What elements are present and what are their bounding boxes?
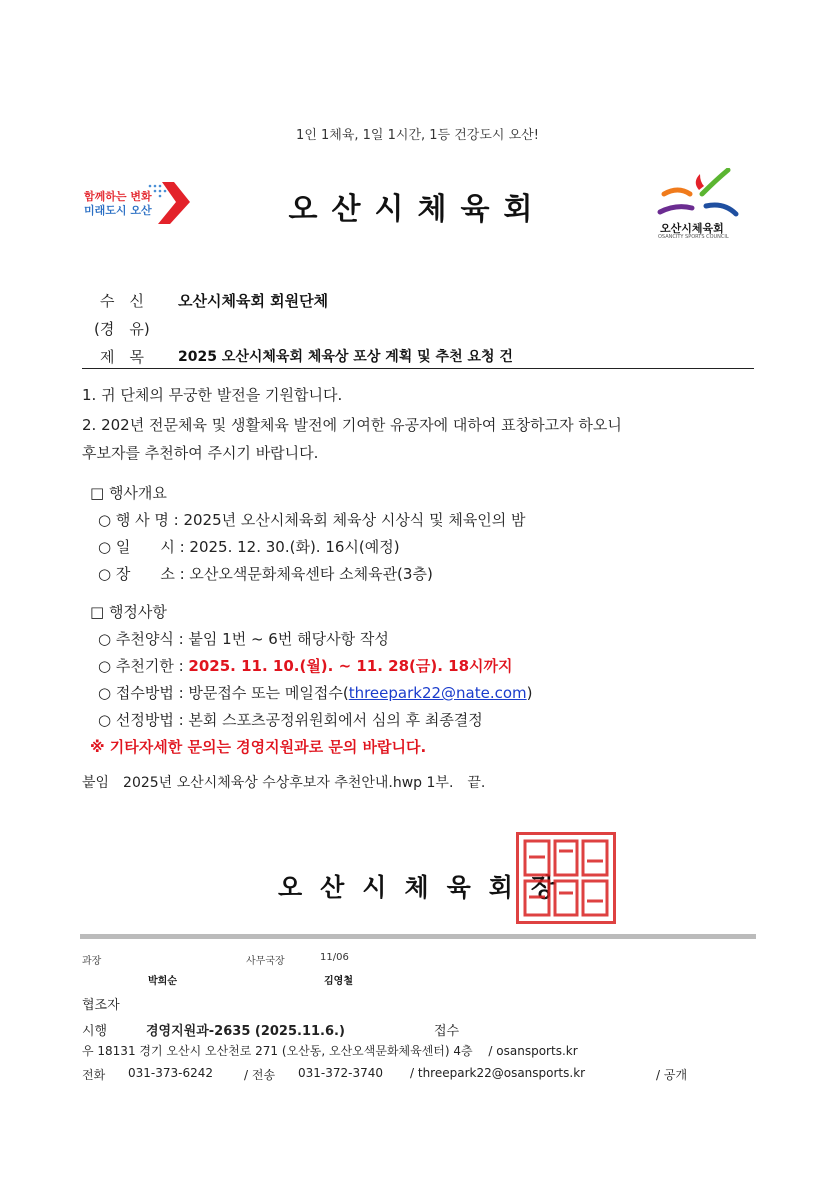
event-name: ○ 행 사 명 : 2025년 오산시체육회 체육상 시상식 및 체육인의 밤	[98, 511, 526, 529]
via-label: (경 유)	[94, 320, 150, 338]
selection-method: ○ 선정방법 : 본회 스포츠공정위원회에서 심의 후 최종결정	[98, 711, 483, 729]
exec-number: 경영지원과-2635 (2025.11.6.)	[146, 1024, 345, 1039]
subject-label: 제 목	[100, 348, 144, 366]
section-admin: □ 행정사항	[90, 603, 167, 621]
logo-text-2: 미래도시 오산	[84, 204, 152, 217]
sports-council-emblem-icon	[656, 168, 746, 220]
fax: 031-372-3740	[298, 1066, 384, 1080]
document-title: 오산시체육회	[288, 192, 547, 227]
submission-label: ○ 접수방법 : 방문접수 또는 메일접수(	[98, 684, 349, 702]
receipt-label: 접수	[434, 1024, 460, 1039]
footer-email: / threepark22@osansports.kr	[410, 1066, 586, 1080]
seal-icon	[521, 837, 611, 919]
fax-label: / 전송	[244, 1068, 276, 1082]
deadline-value: 2025. 11. 10.(월). ~ 11. 28(금). 18시까지	[188, 657, 513, 675]
approver-role-1: 과장	[82, 956, 102, 967]
deadline-label: ○ 추천기한 :	[98, 657, 189, 675]
submission-end: )	[526, 684, 533, 702]
sports-council-logo	[656, 168, 746, 243]
approval-date: 11/06	[320, 952, 349, 963]
address: 우 18131 경기 오산시 오산천로 271 (오산동, 오산오색문화체육센터) 4층 / osansports.kr	[82, 1044, 578, 1058]
exec-label: 시행	[82, 1024, 108, 1039]
email-link[interactable]: threepark22@nate.com	[348, 684, 527, 702]
section-event-overview: □ 행사개요	[90, 484, 167, 502]
official-seal	[516, 832, 616, 924]
paragraph-1: 1. 귀 단체의 무궁한 발전을 기원합니다.	[82, 386, 343, 404]
recommend-form: ○ 추천양식 : 붙임 1번 ~ 6번 해당사항 작성	[98, 630, 389, 648]
event-date: ○ 일 시 : 2025. 12. 30.(화). 16시(예정)	[98, 538, 400, 556]
paragraph-2-cont: 후보자를 추천하여 주시기 바랍니다.	[82, 444, 319, 462]
tel-label: 전화	[82, 1068, 106, 1082]
recipient-label: 수 신	[100, 292, 144, 310]
event-place: ○ 장 소 : 오산오색문화체육센타 소체육관(3층)	[98, 565, 433, 583]
paragraph-2: 2. 202년 전문체육 및 생활체육 발전에 기여한 유공자에 대하여 표창하고자 하오니	[82, 416, 622, 434]
council-name: 오산시체육회	[660, 222, 724, 235]
cooperator-label: 협조자	[82, 998, 120, 1013]
recipient: 오산시체육회 회원단체	[178, 292, 329, 310]
header-divider	[82, 368, 754, 369]
approver-role-2: 사무국장	[246, 956, 285, 967]
approver-name-1: 박희순	[148, 976, 177, 987]
signature: 오산시체육회장	[278, 873, 574, 902]
slogan: 1인 1체육, 1일 1시간, 1등 건강도시 오산!	[296, 128, 539, 143]
disclosure: / 공개	[656, 1068, 688, 1082]
attachment: 붙임 2025년 오산시체육상 수상후보자 추천안내.hwp 1부. 끝.	[82, 775, 486, 791]
tel: 031-373-6242	[128, 1066, 214, 1080]
approver-name-2: 김영철	[324, 976, 353, 987]
logo-text-1: 함께하는 변화	[84, 190, 152, 203]
contact-notice: ※ 기타자세한 문의는 경영지원과로 문의 바랍니다.	[90, 738, 427, 756]
footer-divider	[80, 934, 756, 939]
subject: 2025 오산시체육회 체육상 포상 계획 및 추천 요청 건	[178, 349, 513, 365]
council-subtitle: OSANCITY SPORTS COUNCIL	[658, 234, 729, 240]
